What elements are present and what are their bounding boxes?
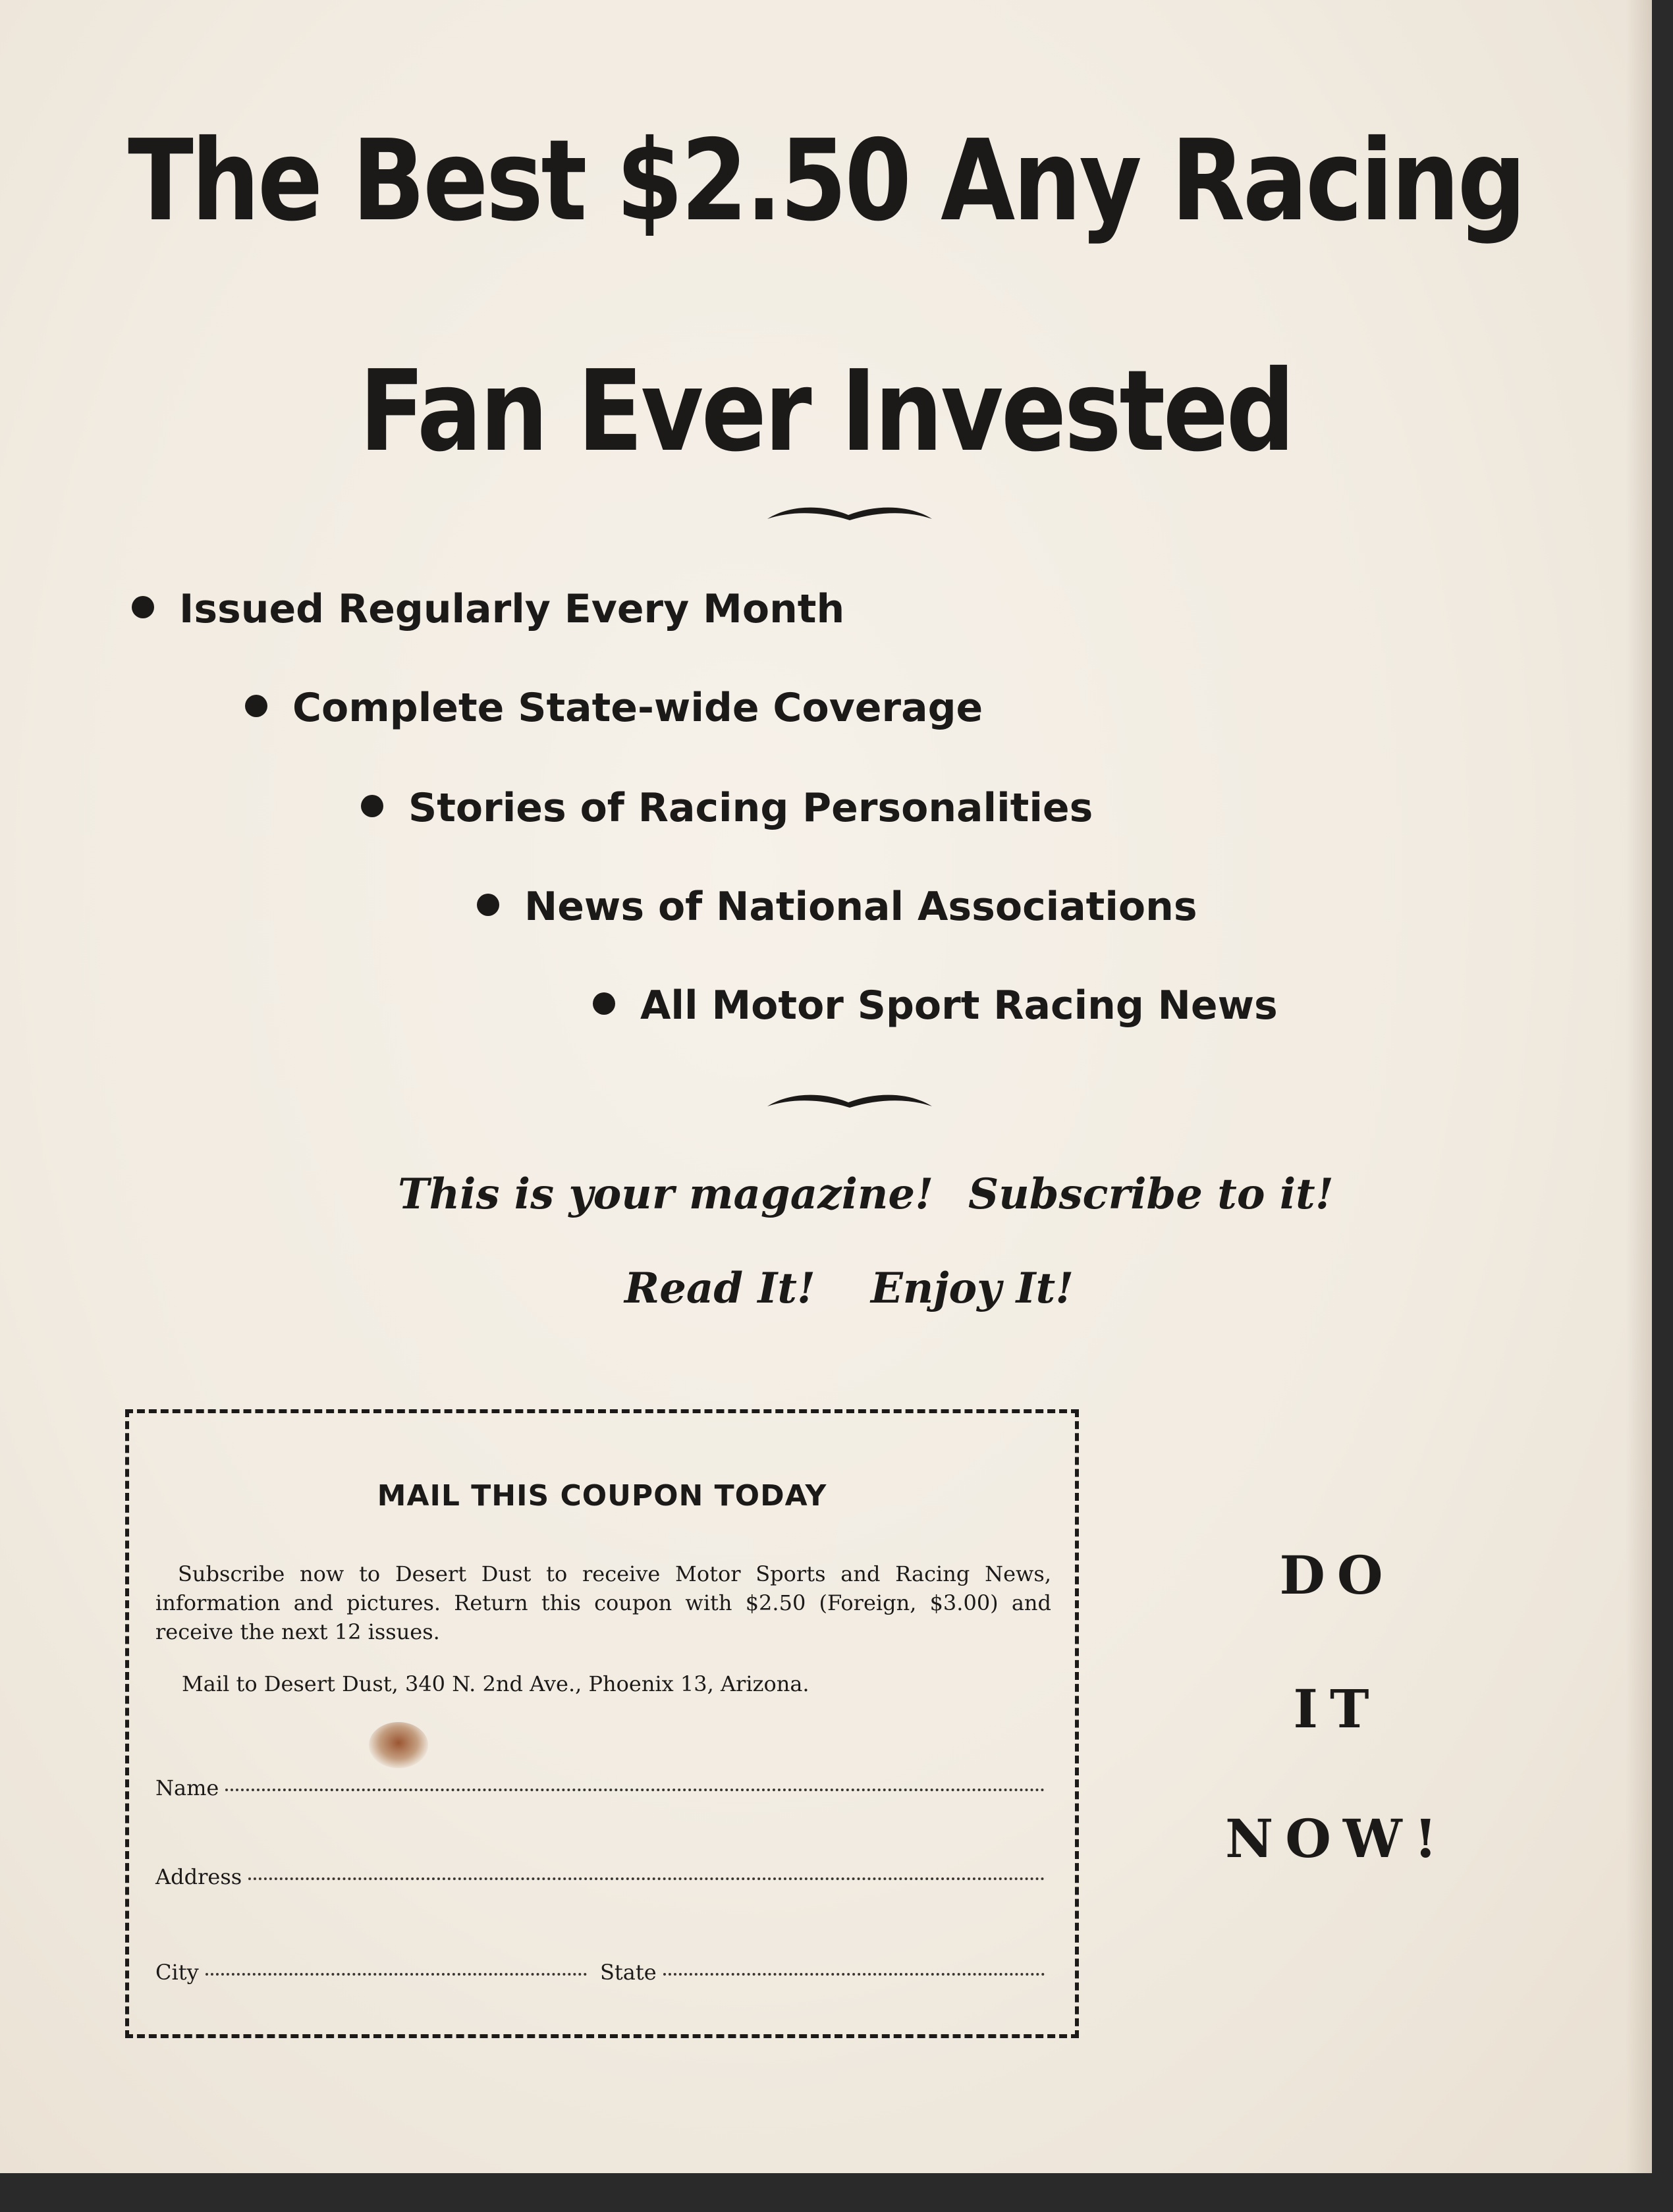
subscription-coupon bbox=[125, 1409, 1079, 2038]
flourish-ornament-top bbox=[764, 500, 935, 527]
state-blank-line[interactable] bbox=[663, 1972, 1045, 1976]
bullet-dot-icon bbox=[593, 992, 615, 1015]
name-label: Name bbox=[155, 1775, 219, 1800]
feature-item-monthly: Issued Regularly Every Month bbox=[132, 589, 844, 629]
coupon-description: Subscribe now to Desert Dust to receive Motor Sports and Racing News, information and pictures. Return this coupon with $2.50 (Foreign, $3.00) and receive the next 12 issues. bbox=[155, 1561, 1051, 1644]
address-field[interactable] bbox=[155, 1864, 1045, 1889]
address-blank-line[interactable] bbox=[248, 1877, 1045, 1880]
coffee-stain bbox=[369, 1722, 428, 1768]
city-label: City bbox=[155, 1960, 199, 1985]
feature-item-associations: News of National Associations bbox=[477, 887, 1197, 927]
headline-line-1: The Best $2.50 Any Racing bbox=[128, 116, 1524, 246]
flourish-ornament-bottom bbox=[764, 1088, 935, 1114]
page-edge-shadow bbox=[1626, 0, 1652, 2173]
name-blank-line[interactable] bbox=[225, 1788, 1045, 1791]
bullet-dot-icon bbox=[245, 695, 267, 717]
name-field[interactable] bbox=[155, 1775, 1045, 1800]
city-blank-line[interactable] bbox=[206, 1972, 587, 1976]
tagline-subscribe: Subscribe to it! bbox=[968, 1170, 1334, 1219]
bullet-dot-icon bbox=[477, 894, 499, 916]
state-label: State bbox=[600, 1960, 657, 1985]
tagline-your-magazine: This is your magazine! bbox=[398, 1170, 934, 1219]
address-label: Address bbox=[155, 1864, 242, 1889]
bullet-dot-icon bbox=[361, 795, 383, 817]
cta-now: NOW! bbox=[1225, 1808, 1449, 1870]
coupon-mailing-address: Mail to Desert Dust, 340 N. 2nd Ave., Phoenix 13, Arizona. bbox=[182, 1671, 809, 1696]
feature-item-racing-news: All Motor Sport Racing News bbox=[593, 986, 1278, 1025]
cta-it: IT bbox=[1293, 1678, 1381, 1740]
coupon-title: MAIL THIS COUPON TODAY bbox=[377, 1479, 827, 1513]
city-state-field[interactable] bbox=[155, 1960, 1045, 1985]
headline-line-2: Fan Ever Invested bbox=[359, 346, 1293, 477]
tagline-read-it: Read It! bbox=[624, 1264, 815, 1313]
cta-do: DO bbox=[1279, 1544, 1395, 1606]
bullet-dot-icon bbox=[132, 596, 154, 618]
tagline-enjoy-it: Enjoy It! bbox=[871, 1264, 1074, 1313]
feature-item-coverage: Complete State-wide Coverage bbox=[245, 688, 983, 728]
feature-item-personalities: Stories of Racing Personalities bbox=[361, 788, 1093, 828]
